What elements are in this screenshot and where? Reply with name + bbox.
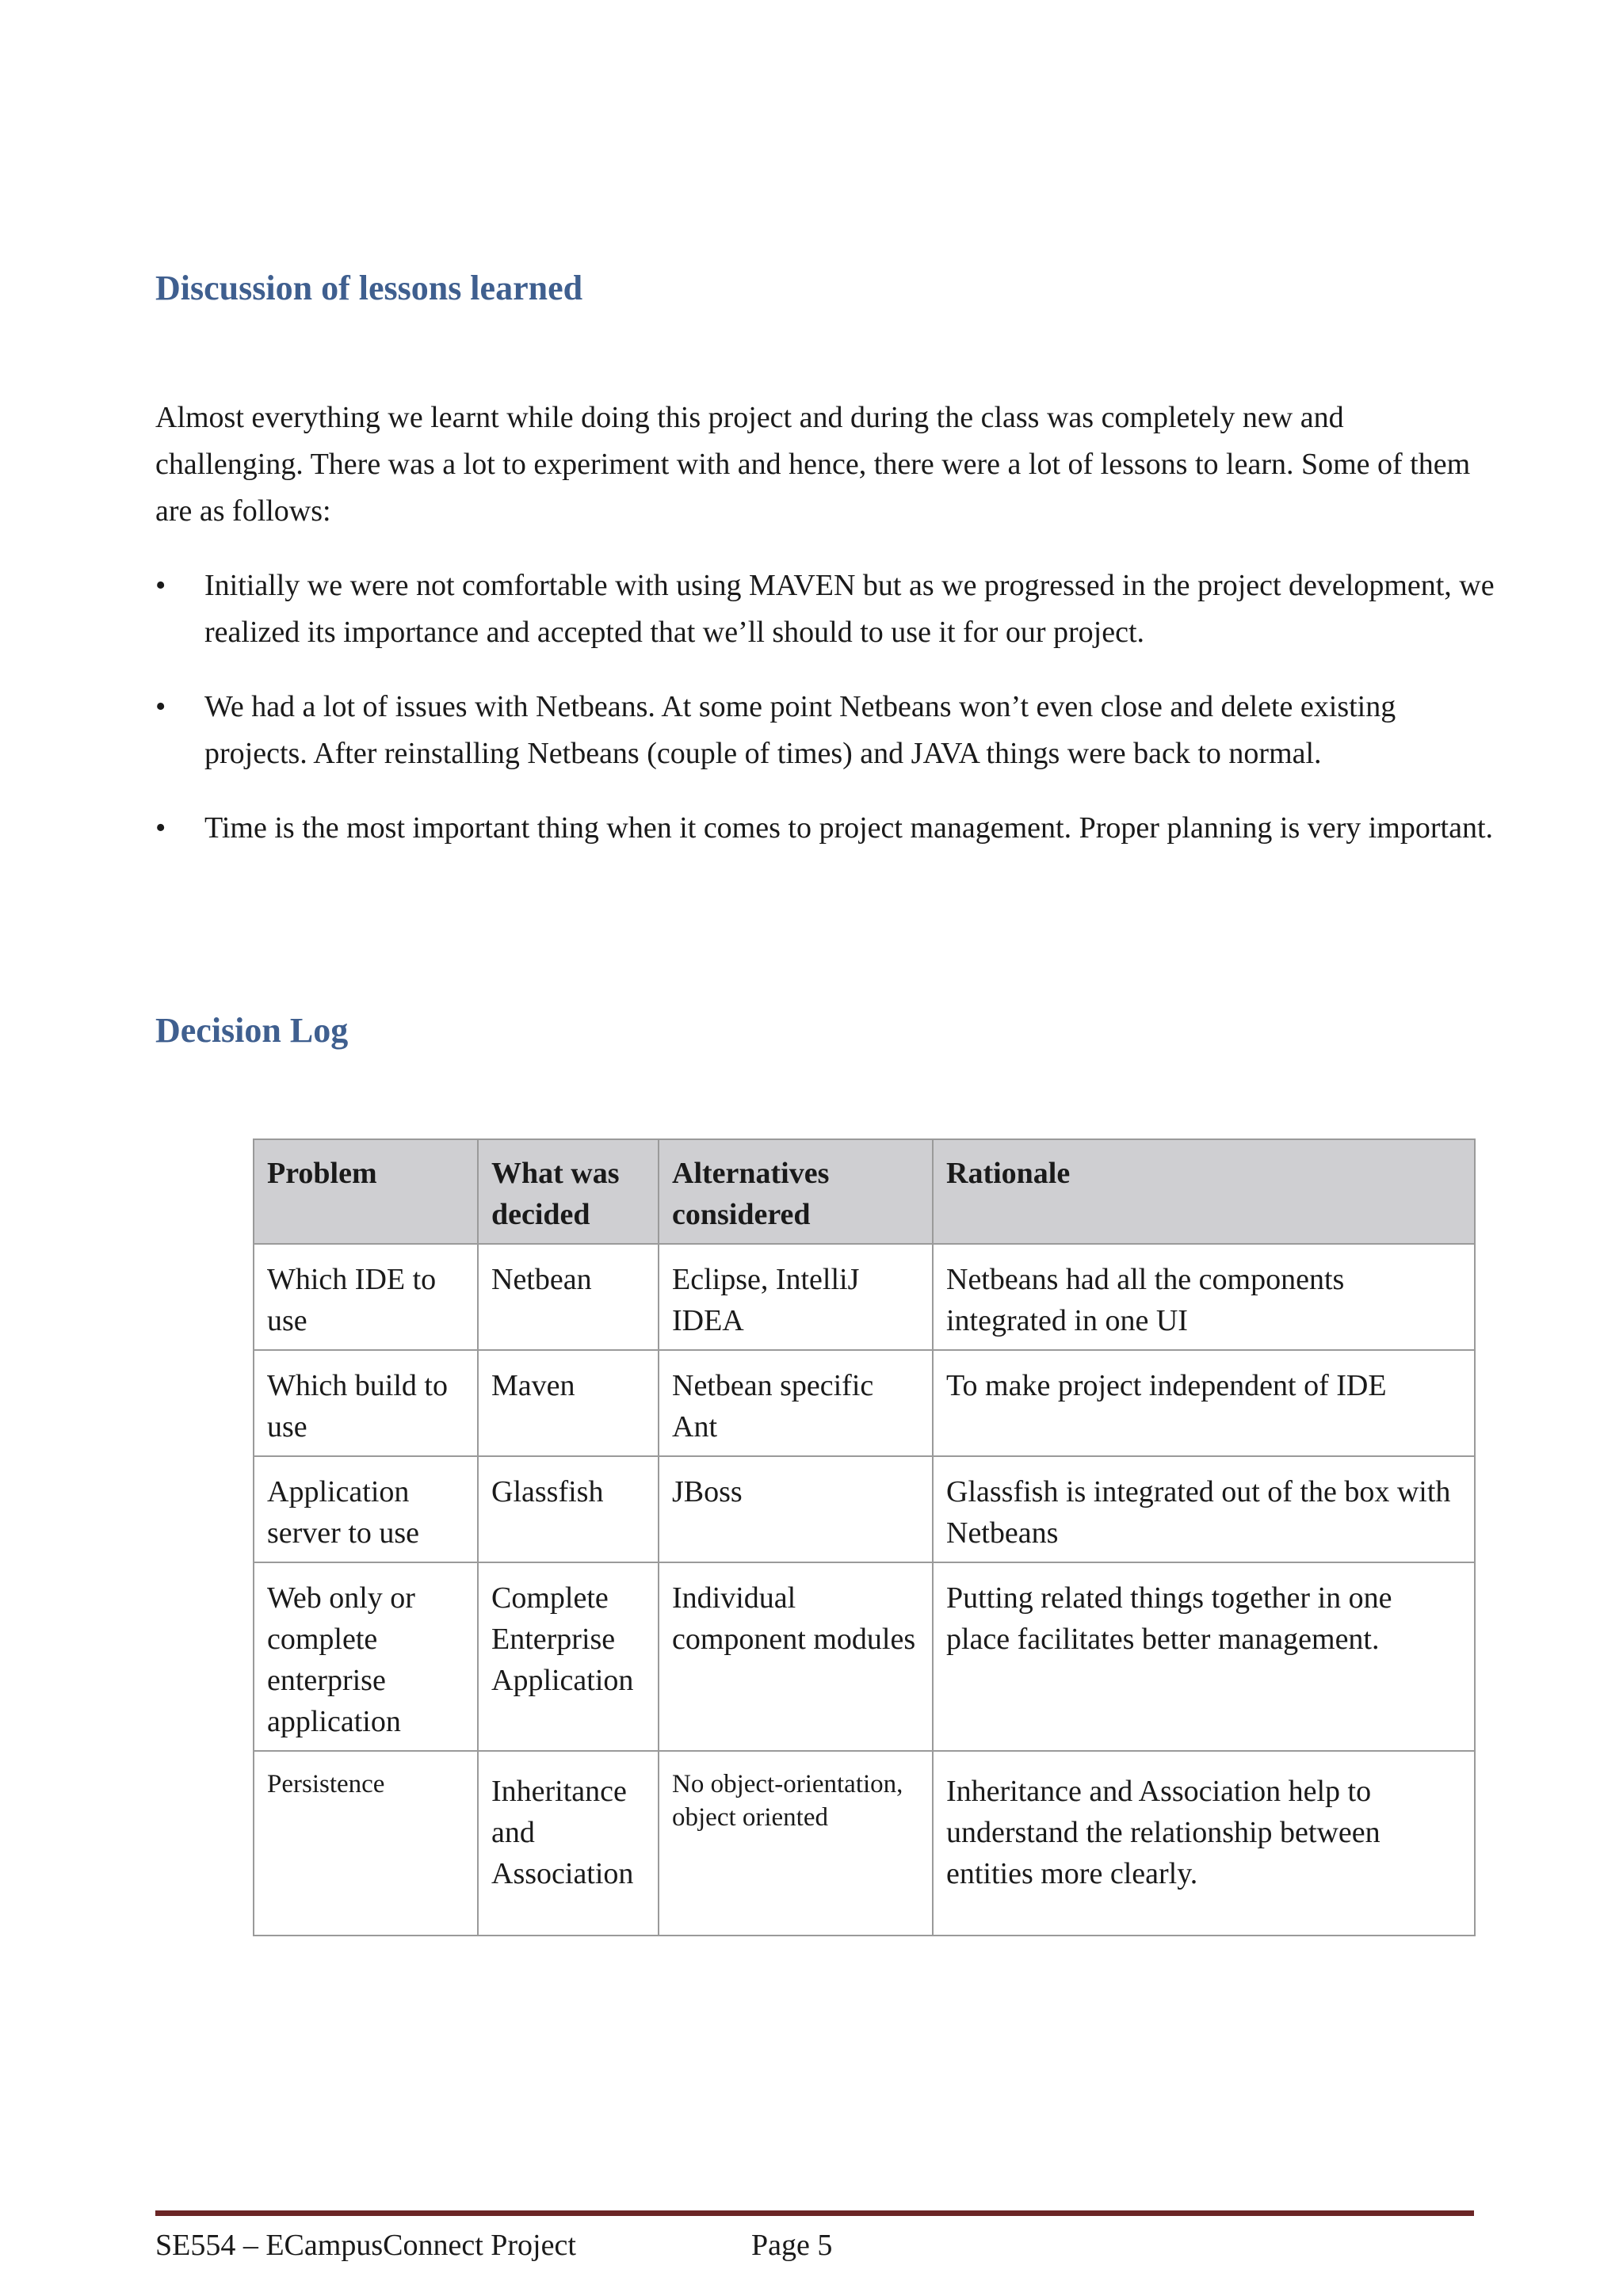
footer-page-number: Page 5: [751, 2229, 833, 2262]
lesson-item: [155, 684, 1495, 777]
cell-decided: Glassfish: [478, 1456, 659, 1562]
cell-rationale: Glassfish is integrated out of the box with Netbeans: [933, 1456, 1475, 1562]
lesson-text: We had a lot of issues with Netbeans. At some point Netbeans won’t even close and delete existing projects. After reinstalling Netbeans (couple of times) and JAVA things were back to normal.: [204, 690, 1396, 770]
cell-problem: Application server to use: [254, 1456, 478, 1562]
column-header-rationale: Rationale: [933, 1139, 1475, 1244]
column-header-problem: Problem: [254, 1139, 478, 1244]
cell-problem: Persistence: [254, 1751, 478, 1936]
cell-alternatives: Individual component modules: [659, 1562, 933, 1751]
table-header-row: [254, 1139, 1475, 1244]
cell-alternatives: JBoss: [659, 1456, 933, 1562]
cell-problem: Which build to use: [254, 1350, 478, 1456]
footer-divider: [155, 2210, 1474, 2216]
bullet-dot: •: [155, 569, 166, 602]
cell-decided: Inheritance and Association: [478, 1751, 659, 1936]
lessons-heading: Discussion of lessons learned: [155, 269, 583, 307]
cell-rationale: To make project independent of IDE: [933, 1350, 1475, 1456]
column-header-alternatives: Alternatives considered: [659, 1139, 933, 1244]
cell-alternatives: Eclipse, IntelliJ IDEA: [659, 1244, 933, 1350]
table-row: [254, 1751, 1475, 1936]
decision-log-heading: Decision Log: [155, 1011, 349, 1050]
lesson-item: [155, 563, 1495, 656]
lessons-intro: Almost everything we learnt while doing this project and during the class was completely new and challenging. There was a lot to experiment with and hence, there were a lot of lessons to learn. Some of them are as follows:: [155, 401, 1471, 528]
cell-rationale: Inheritance and Association help to understand the relationship between entities more clearly.: [933, 1751, 1475, 1936]
cell-alternatives: No object-orientation, object oriented: [659, 1751, 933, 1936]
cell-rationale: Putting related things together in one place facilitates better management.: [933, 1562, 1475, 1751]
table-row: [254, 1244, 1475, 1350]
lessons-list: [155, 563, 1495, 879]
bullet-dot: •: [155, 811, 166, 845]
lesson-text: Initially we were not comfortable with using MAVEN but as we progressed in the project development, we realized its importance and accepted that we’ll should to use it for our project.: [204, 569, 1495, 649]
cell-rationale: Netbeans had all the components integrated in one UI: [933, 1244, 1475, 1350]
cell-problem: Which IDE to use: [254, 1244, 478, 1350]
decision-log-table: [253, 1138, 1476, 1936]
cell-decided: Complete Enterprise Application: [478, 1562, 659, 1751]
lesson-item: [155, 805, 1495, 852]
lesson-text: Time is the most important thing when it comes to project management. Proper planning is very important.: [204, 811, 1494, 845]
cell-decided: Maven: [478, 1350, 659, 1456]
cell-problem: Web only or complete enterprise application: [254, 1562, 478, 1751]
bullet-dot: •: [155, 690, 166, 723]
column-header-decided: What was decided: [478, 1139, 659, 1244]
cell-decided: Netbean: [478, 1244, 659, 1350]
footer-project-name: SE554 – ECampusConnect Project: [155, 2229, 576, 2262]
table-row: [254, 1562, 1475, 1751]
table-row: [254, 1456, 1475, 1562]
cell-alternatives: Netbean specific Ant: [659, 1350, 933, 1456]
table-row: [254, 1350, 1475, 1456]
